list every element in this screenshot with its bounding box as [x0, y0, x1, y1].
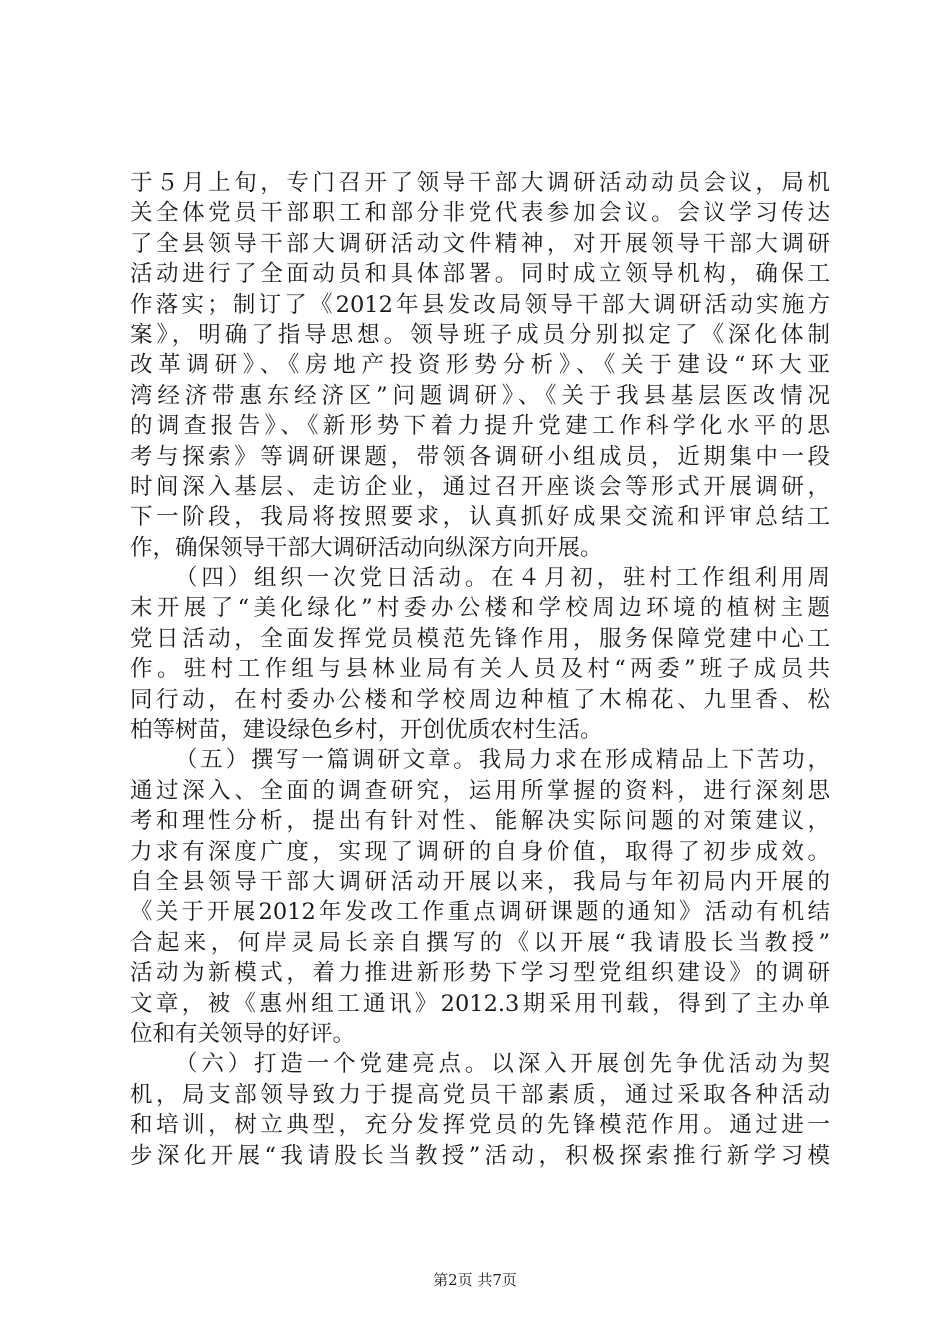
- text-line: 通过深入、全面的调查研究，运用所掌握的资料，进行深刻思: [130, 777, 830, 804]
- text-line: 作落实；制订了《2012年县发改局领导干部大调研活动实施方: [130, 291, 830, 318]
- text-line: 湾经济带惠东经济区”问题调研》、《关于我县基层医改情况: [130, 382, 830, 409]
- text-line: 活动为新模式，着力推进新形势下学习型党组织建设》的调研: [130, 960, 830, 987]
- text-line: 末开展了“美化绿化”村委办公楼和学校周边环境的植树主题: [130, 595, 830, 622]
- text-line: 文章，被《惠州组工通讯》2012.3期采用刊载，得到了主办单: [130, 990, 830, 1017]
- page-footer: 第2页 共7页: [433, 1271, 517, 1289]
- text-line: 了全县领导干部大调研活动文件精神，对开展领导干部大调研: [130, 230, 830, 257]
- text-line: 下一阶段，我局将按照要求，认真抓好成果交流和评审总结工: [130, 504, 830, 531]
- text-line: 考和理性分析，提出有针对性、能解决实际问题的对策建议，: [130, 808, 830, 835]
- text-line: 《关于开展2012年发改工作重点调研课题的通知》活动有机结: [130, 899, 830, 926]
- text-line: 案》，明确了指导思想。领导班子成员分别拟定了《深化体制: [130, 321, 830, 348]
- text-line: 于５月上旬，专门召开了领导干部大调研活动动员会议，局机: [130, 170, 830, 196]
- text-line: （四）组织一次党日活动。在４月初，驻村工作组利用周: [175, 565, 830, 592]
- text-line: 自全县领导干部大调研活动开展以来，我局与年初局内开展的: [130, 868, 830, 895]
- text-line: 同行动，在村委办公楼和学校周边种植了木棉花、九里香、松: [130, 686, 830, 713]
- text-line: 的调查报告》、《新形势下着力提升党建工作科学化水平的思: [130, 413, 830, 440]
- text-line: 机，局支部领导致力于提高党员干部素质，通过采取各种活动: [130, 1081, 830, 1108]
- text-line: （五）撰写一篇调研文章。我局力求在形成精品上下苦功，: [175, 747, 830, 774]
- text-line: 力求有深度广度，实现了调研的自身价值，取得了初步成效。: [130, 838, 830, 865]
- text-line: 时间深入基层、走访企业，通过召开座谈会等形式开展调研，: [130, 473, 830, 500]
- text-line: 位和有关领导的好评。: [130, 1020, 356, 1047]
- text-line: 合起来，何岸灵局长亲自撰写的《以开展“我请股长当教授”: [130, 929, 830, 956]
- text-line: （六）打造一个党建亮点。以深入开展创先争优活动为契: [175, 1051, 830, 1078]
- text-line: 党日活动，全面发挥党员模范先锋作用，服务保障党建中心工: [130, 625, 830, 652]
- text-line: 柏等树苗，建设绿色乡村，开创优质农村生活。: [130, 717, 603, 744]
- text-line: 作。驻村工作组与县林业局有关人员及村“两委”班子成员共: [130, 656, 830, 683]
- text-line: 作，确保领导干部大调研活动向纵深方向开展。: [130, 534, 603, 561]
- text-line: 关全体党员干部职工和部分非党代表参加会议。会议学习传达: [130, 200, 830, 227]
- text-line: 步深化开展“我请股长当教授”活动，积极探索推行新学习模: [130, 1142, 830, 1169]
- body-text: [130, 168, 830, 1171]
- text-line: 改革调研》、《房地产投资形势分析》、《关于建设“环大亚: [130, 352, 830, 379]
- text-line: 和培训，树立典型，充分发挥党员的先锋模范作用。通过进一: [130, 1112, 830, 1139]
- text-line: 活动进行了全面动员和具体部署。同时成立领导机构，确保工: [130, 261, 830, 288]
- text-line: 考与探索》等调研课题，带领各调研小组成员，近期集中一段: [130, 443, 830, 470]
